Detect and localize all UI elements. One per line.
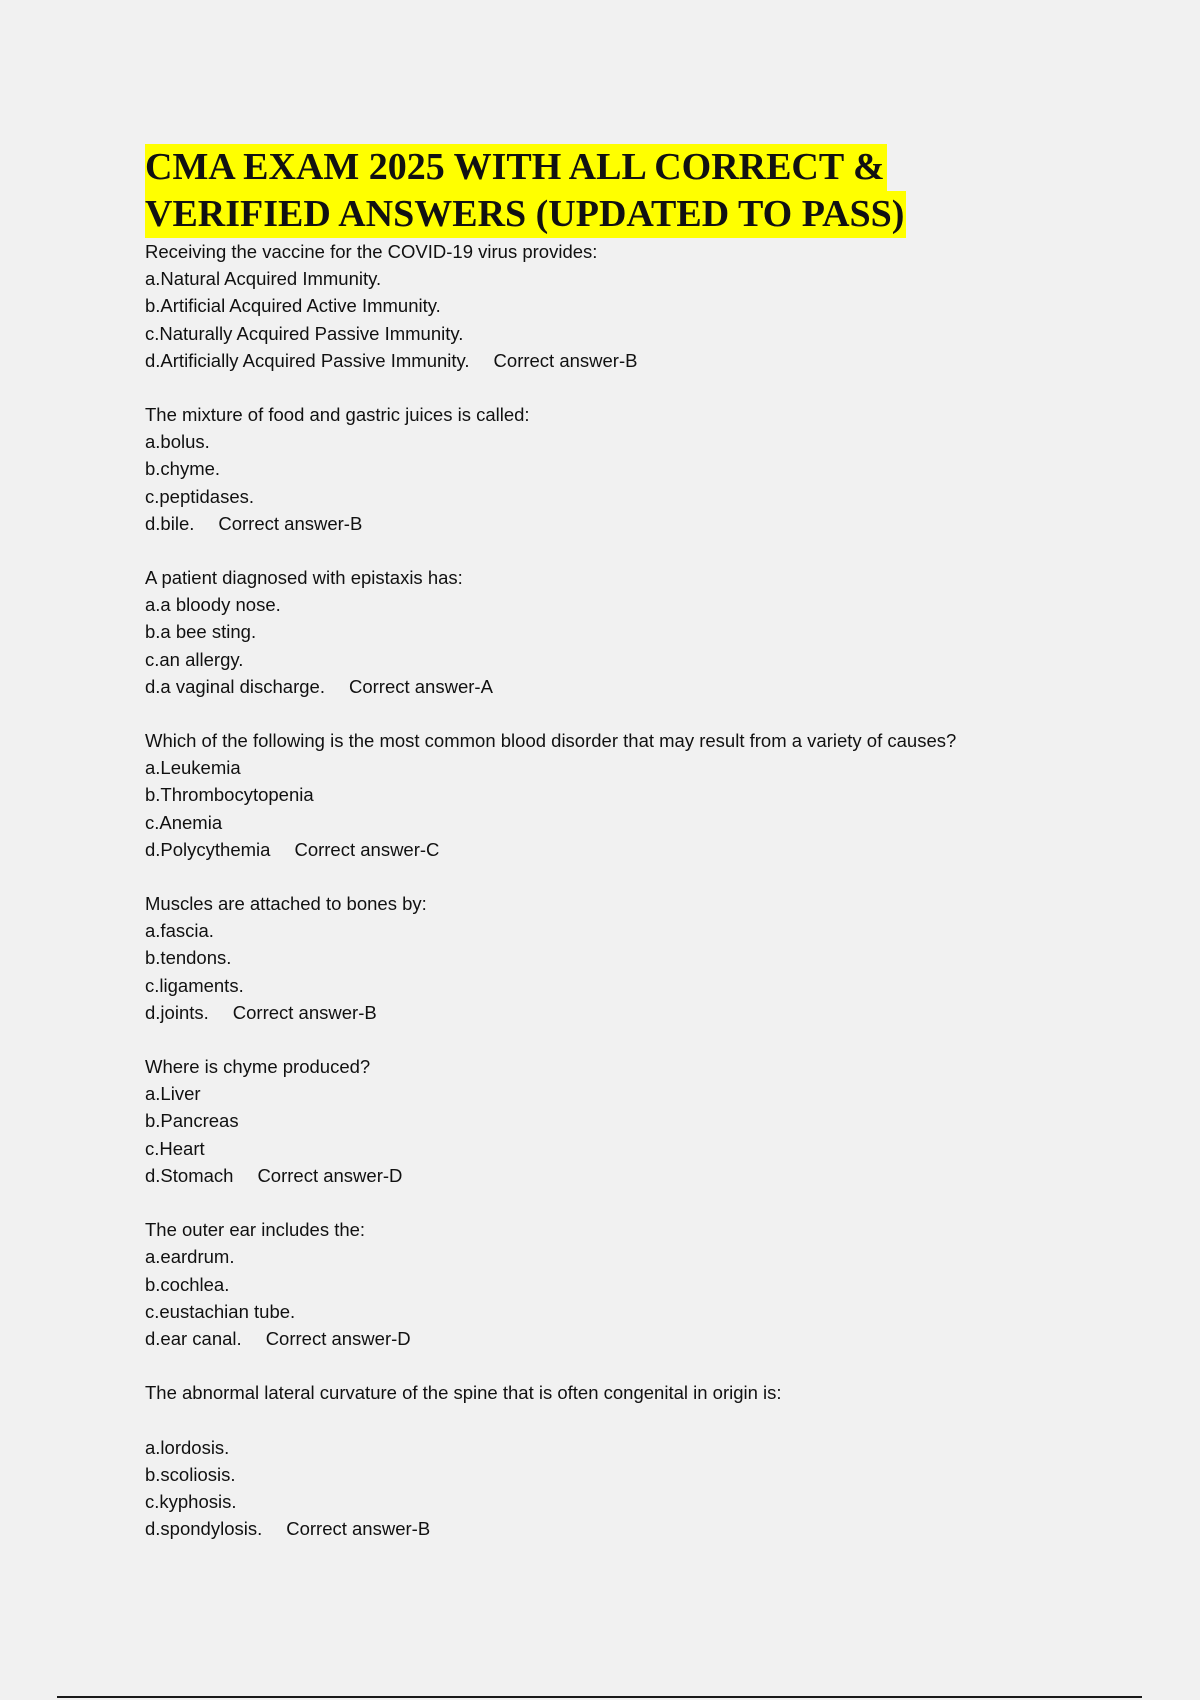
correct-answer: Correct answer-A	[348, 675, 493, 697]
question-1	[145, 238, 1105, 374]
question-text: Receiving the vaccine for the COVID-19 virus provides:	[145, 241, 598, 262]
option-d-row	[145, 999, 1105, 1026]
option-b: b.chyme.	[145, 458, 221, 480]
option-b: b.scoliosis.	[145, 1463, 236, 1485]
option-d: d.a vaginal discharge.	[145, 675, 325, 697]
option-d: d.Polycythemia	[145, 838, 271, 860]
option-d-row	[145, 673, 1105, 700]
option-c: c.ligaments.	[145, 974, 244, 996]
option-a: a.fascia.	[145, 920, 214, 942]
question-6	[145, 1053, 1105, 1189]
title-line-2: VERIFIED ANSWERS (UPDATED TO PASS)	[145, 191, 906, 238]
question-4	[145, 727, 1105, 863]
option-a: a.Natural Acquired Immunity.	[145, 268, 382, 290]
question-2	[145, 401, 1105, 537]
option-d-row	[145, 510, 1105, 537]
correct-answer: Correct answer-C	[294, 838, 440, 860]
question-text: A patient diagnosed with epistaxis has:	[145, 567, 463, 589]
option-b: b.cochlea.	[145, 1273, 230, 1295]
question-text: Muscles are attached to bones by:	[145, 893, 427, 915]
option-d: d.Artificially Acquired Passive Immunity.	[145, 349, 470, 371]
option-c: c.kyphosis.	[145, 1490, 237, 1512]
option-d-row	[145, 836, 1105, 863]
document-content	[145, 144, 1105, 1569]
correct-answer: Correct answer-B	[286, 1518, 431, 1540]
option-c: c.Heart	[145, 1137, 205, 1159]
option-a: a.bolus.	[145, 431, 210, 453]
option-a: a.lordosis.	[145, 1436, 230, 1458]
option-a: a.a bloody nose.	[145, 594, 281, 616]
question-text: Which of the following is the most common blood disorder that may result from a variety of causes?	[145, 730, 957, 752]
option-c: c.Naturally Acquired Passive Immunity.	[145, 322, 464, 344]
option-d: d.spondylosis.	[145, 1518, 263, 1540]
question-7	[145, 1216, 1105, 1352]
option-a: a.Liver	[145, 1083, 201, 1105]
question-3	[145, 564, 1105, 700]
document-title	[145, 144, 1105, 238]
question-text: The abnormal lateral curvature of the spine that is often congenital in origin is:	[145, 1382, 782, 1404]
correct-answer: Correct answer-B	[493, 349, 638, 371]
question-8	[145, 1379, 1105, 1542]
option-d-row	[145, 1515, 1105, 1542]
correct-answer: Correct answer-D	[257, 1164, 403, 1186]
option-b: b.Artificial Acquired Active Immunity.	[145, 295, 441, 317]
option-b: b.Thrombocytopenia	[145, 784, 314, 806]
option-b: b.Pancreas	[145, 1110, 239, 1132]
option-d: d.ear canal.	[145, 1327, 242, 1349]
correct-answer: Correct answer-B	[232, 1001, 377, 1023]
option-d: d.joints.	[145, 1001, 209, 1023]
question-text: Where is chyme produced?	[145, 1056, 371, 1078]
correct-answer: Correct answer-B	[218, 512, 363, 534]
option-c: c.peptidases.	[145, 485, 255, 507]
option-c: c.eustachian tube.	[145, 1300, 296, 1322]
option-b: b.a bee sting.	[145, 621, 257, 643]
footer-divider	[57, 1696, 1142, 1698]
title-line-1: CMA EXAM 2025 WITH ALL CORRECT &	[145, 144, 887, 191]
blank-line	[145, 1406, 1105, 1433]
option-b: b.tendons.	[145, 947, 232, 969]
option-a: a.eardrum.	[145, 1246, 235, 1268]
option-c: c.Anemia	[145, 811, 223, 833]
option-d-row	[145, 347, 1105, 374]
option-a: a.Leukemia	[145, 757, 241, 779]
question-text: The mixture of food and gastric juices is called:	[145, 404, 530, 426]
option-d-row	[145, 1162, 1105, 1189]
option-c: c.an allergy.	[145, 648, 244, 670]
question-list	[145, 238, 1105, 1542]
question-5	[145, 890, 1105, 1026]
option-d-row	[145, 1325, 1105, 1352]
correct-answer: Correct answer-D	[265, 1327, 411, 1349]
question-text: The outer ear includes the:	[145, 1219, 366, 1241]
option-d: d.Stomach	[145, 1164, 234, 1186]
option-d: d.bile.	[145, 512, 195, 534]
